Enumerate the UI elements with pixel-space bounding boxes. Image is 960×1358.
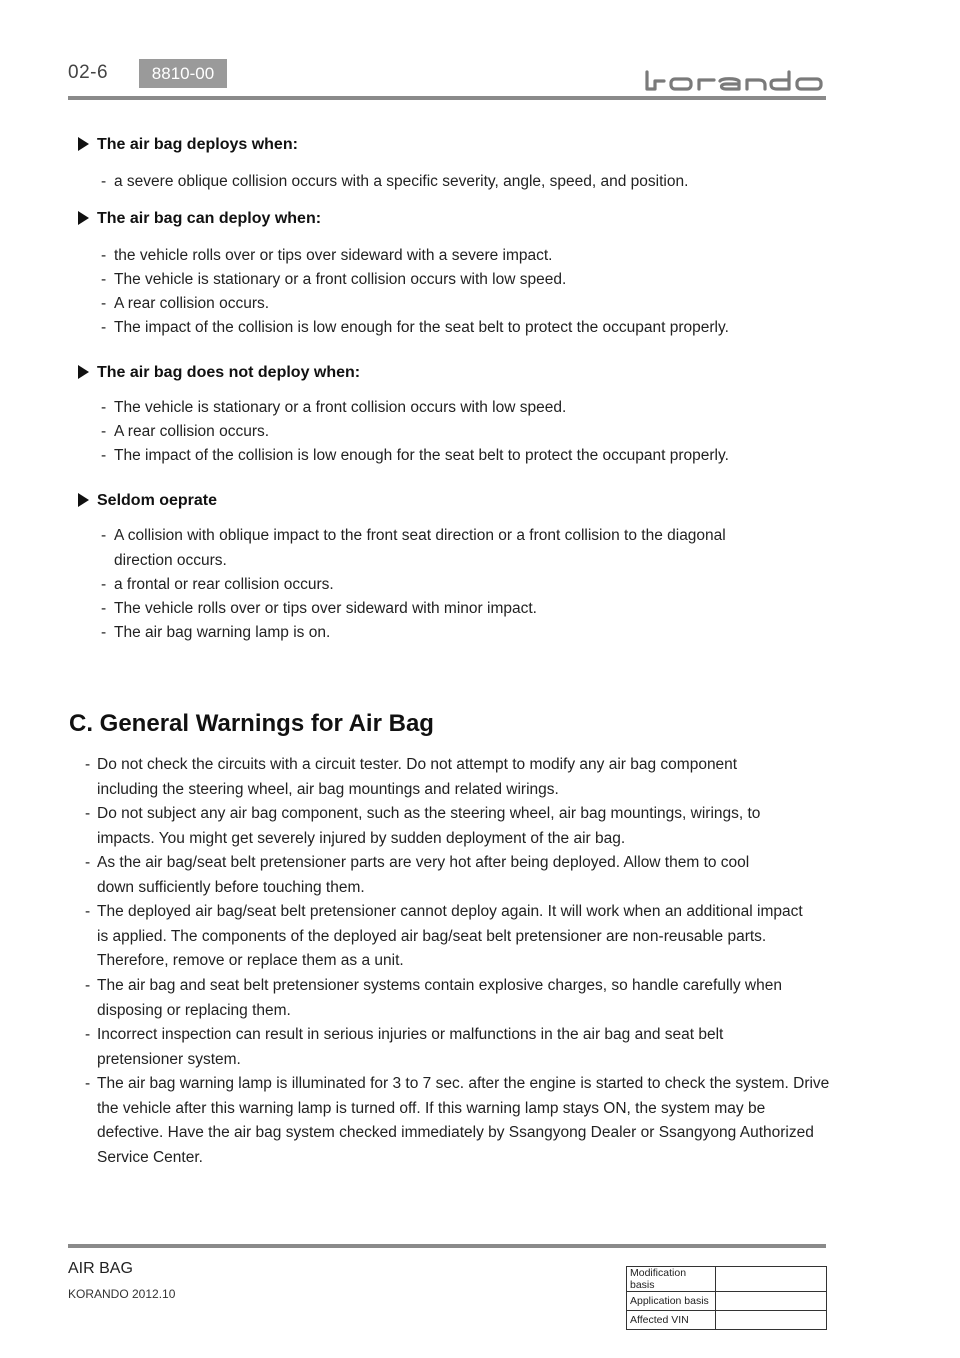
list-item: - a severe oblique collision occurs with a specific severity, angle, speed, and position.: [101, 173, 689, 190]
footer-model-date: KORANDO 2012.10: [68, 1287, 176, 1301]
triangle-bullet-icon: [78, 365, 89, 379]
warning-item: - The deployed air bag/seat belt pretensioner cannot deploy again. It will work when an additional impact is applied. The components of the deployed air bag/seat belt pretensioner are non-reusable parts. Therefore, remove or replace them as a unit.: [85, 903, 803, 969]
section-heading: The air bag deploys when:: [78, 136, 298, 154]
section-code-badge: 8810-00: [139, 59, 227, 88]
page-number: 02-6: [68, 62, 109, 83]
list-item: - The vehicle is stationary or a front collision occurs with low speed.: [101, 271, 567, 288]
modification-table: [626, 1266, 827, 1330]
warning-item: - The air bag warning lamp is illuminated for 3 to 7 sec. after the engine is started to check the system. Drive the vehicle after this warning lamp is turned off. If this warning lamp stays ON, the system may be defective. Have the air bag system checked immediately by Ssangyong Dealer or Ssangyong Authorized Service Center.: [85, 1075, 830, 1166]
triangle-bullet-icon: [78, 211, 89, 225]
section-heading: The air bag can deploy when:: [78, 210, 321, 228]
table-cell-label: Affected VIN: [627, 1311, 716, 1330]
table-cell-label: Modification basis: [627, 1267, 716, 1292]
table-row: [627, 1267, 827, 1292]
page-title: C. General Warnings for Air Bag: [69, 710, 434, 737]
table-row: [627, 1311, 827, 1330]
list-item: - The impact of the collision is low enough for the seat belt to protect the occupant properly.: [101, 319, 729, 336]
section-heading: Seldom oeprate: [78, 492, 217, 510]
list-item: - a frontal or rear collision occurs.: [101, 576, 334, 593]
list-item: - The air bag warning lamp is on.: [101, 624, 331, 641]
warning-item: - Do not check the circuits with a circuit tester. Do not attempt to modify any air bag component including the steering wheel, air bag mountings and related wirings.: [85, 756, 738, 798]
table-cell-value: [716, 1267, 827, 1292]
warning-item: - The air bag and seat belt pretensioner systems contain explosive charges, so handle carefully when disposing or replacing them.: [85, 977, 782, 1019]
list-item: - The vehicle is stationary or a front collision occurs with low speed.: [101, 399, 567, 416]
list-item: - A rear collision occurs.: [101, 295, 270, 312]
triangle-bullet-icon: [78, 493, 89, 507]
list-item: - A rear collision occurs.: [101, 423, 270, 440]
table-cell-value: [716, 1311, 827, 1330]
footer-divider: [68, 1244, 826, 1248]
list-item: - the vehicle rolls over or tips over sideward with a severe impact.: [101, 247, 553, 264]
list-item: - A collision with oblique impact to the front seat direction or a front collision to the diagonal direction occurs.: [101, 527, 726, 569]
warning-item: - As the air bag/seat belt pretensioner parts are very hot after being deployed. Allow them to cool down sufficiently before touching them.: [85, 854, 750, 896]
footer-section-name: AIR BAG: [68, 1260, 133, 1277]
korando-wordmark-icon: [644, 70, 828, 97]
list-item: - The impact of the collision is low enough for the seat belt to protect the occupant properly.: [101, 447, 729, 464]
table-cell-label: Application basis: [627, 1292, 716, 1311]
header-divider: [68, 96, 826, 100]
warning-item: - Incorrect inspection can result in serious injuries or malfunctions in the air bag and seat belt pretensioner system.: [85, 1026, 724, 1068]
triangle-bullet-icon: [78, 137, 89, 151]
section-heading: The air bag does not deploy when:: [78, 364, 360, 382]
table-cell-value: [716, 1292, 827, 1311]
warning-item: - Do not subject any air bag component, such as the steering wheel, air bag mountings, wirings, to impacts. You might get severely injured by sudden deployment of the air bag.: [85, 805, 761, 847]
table-row: [627, 1292, 827, 1311]
list-item: - The vehicle rolls over or tips over sideward with minor impact.: [101, 600, 537, 617]
